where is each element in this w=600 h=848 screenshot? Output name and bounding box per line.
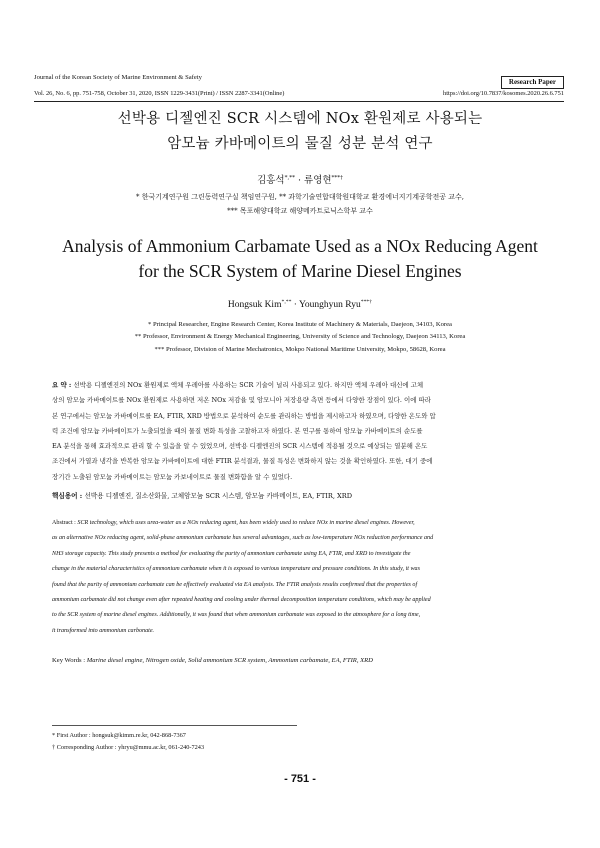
english-author-2-marks: ***†: [360, 298, 373, 305]
journal-name: Journal of the Korean Society of Marine Environment & Safety: [34, 74, 202, 81]
english-abstract-line: NH3 storage capacity. This study presents a method for evaluating the purity of ammonium carbamate using EA, FTIR, and XRD to investigate the: [52, 550, 411, 557]
english-title-line-1: [0, 236, 600, 257]
korean-title-line-1: 선박용 디젤엔진 SCR 시스템에 NOx 환원제로 사용되는: [117, 111, 483, 127]
korean-affiliation-1: * 한국기계연구원 그린동력연구실 책임연구원, ** 과학기술연합대학원대학교 환경에너지기계공학전공 교수,: [135, 193, 465, 201]
english-keywords-label: Key Words :: [52, 657, 87, 664]
english-abstract-line: change in the material characteristics of ammonium carbamate when it is exposed to various temperature and pressure conditions. In this study, it was: [52, 566, 420, 573]
korean-author-1: 김홍석: [257, 175, 285, 186]
english-author-1: Hongsuk Kim: [227, 300, 282, 310]
english-abstract-line: [52, 516, 552, 531]
article-type-badge: Research Paper: [501, 76, 564, 89]
korean-keywords-text: 선박용 디젤엔진, 질소산화물, 고체암모늄 SCR 시스템, 암모늄 카바메이트, EA, FTIR, XRD: [84, 492, 352, 500]
korean-abstract-line: 력 조건에 암모늄 카바메이트가 노출되었을 때의 물질 변화 특성을 고찰하고자 하였다. 본 연구를 통하여 암모늄 카바메이트의 순도를: [52, 426, 423, 435]
doi-link[interactable]: https://doi.org/10.7837/kosomes.2020.26.6.751: [443, 90, 564, 97]
korean-abstract-line: 상의 암모늄 카바메이트를 NOx 환원제로 사용하면 저온 NOx 저감율 및 암모니아 저장용량 측면 등에서 다양한 장점이 있다. 이에 따라: [52, 396, 431, 405]
english-abstract-line: as an alternative NOx reducing agent, solid-phase ammonium carbamate has several advantages, such as low-temperature NOx reduction performance and: [52, 535, 434, 542]
korean-keywords: [52, 490, 552, 500]
english-abstract-text: SCR technology, which uses urea-water as a NOx reducing agent, has been widely used to reduce NOx in marine diesel engines. However,: [77, 520, 415, 526]
korean-abstract-line: EA 분석을 통해 효과적으로 관리 할 수 있음을 알 수 있었으며, 선박용 디젤엔진의 SCR 시스템에 적용될 것으로 예상되는 열분해 온도: [52, 442, 428, 451]
korean-abstract-line: 조건에서 가열과 냉각을 반복한 암모늄 카바메이트에 대한 FTIR 분석결과, 물질 특성은 변화하지 않는 것을 확인하였다. 또한, 대기 중에: [52, 457, 433, 466]
english-title-text: Analysis of Ammonium Carbamate Used as a NOx Reducing Agent: [62, 236, 538, 256]
korean-affiliation-2: *** 목포해양대학교 해양메카트로닉스학부 교수: [227, 207, 373, 215]
corresponding-author-footnote: † Corresponding Author : yhryu@mmu.ac.kr, 061-240-7243: [52, 744, 205, 751]
korean-keywords-label: 핵심용어 :: [52, 492, 85, 500]
korean-abstract-text: 선박용 디젤엔진의 NOx 환원제로 액체 우레아를 사용하는 SCR 기술이 널리 사용되고 있다. 하지만 액체 우레아 대신에 고체: [73, 381, 424, 389]
english-author-separator: ·: [291, 300, 299, 310]
english-affiliation-1: * Principal Researcher, Engine Research Center, Korea Institute of Machinery & Materials, Daejeon, 34103, Korea: [148, 321, 452, 328]
korean-abstract: [52, 378, 552, 485]
volume-issn-line: Vol. 26, No. 6, pp. 751-758, October 31, 2020, ISSN 1229-3431(Print) / ISSN 2287-3341(Online): [34, 90, 285, 97]
korean-abstract-line: 장기간 노출된 암모늄 카바메이트는 암모늄 카보네이트로 물질 변화함을 알 수 있었다.: [52, 472, 293, 481]
korean-abstract-line: [52, 378, 552, 393]
english-abstract-line: it transformed into ammonium carbonate.: [52, 627, 155, 634]
page-number: - 751 -: [284, 773, 316, 785]
korean-author-2: 류영현: [304, 175, 332, 186]
english-abstract-line: to the SCR system of marine diesel engines. Additionally, it was found that when ammonium carbamate was exposed to the atmosphere for a long time,: [52, 612, 421, 619]
korean-title-line-2: 암모늄 카바메이트의 물질 성분 분석 연구: [167, 136, 433, 152]
english-author-2: Younghyun Ryu: [298, 300, 361, 310]
english-abstract-line: ammonium carbamate did not change even after repeated heating and cooling under thermal decomposition temperature conditions, which may be applied: [52, 597, 431, 604]
korean-author-separator: ·: [294, 175, 305, 186]
english-authors: [0, 300, 600, 310]
korean-abstract-label: 요 약 :: [52, 381, 74, 389]
english-abstract-line: found that the purity of ammonium carbamate can be effectively evaluated via EA analysis. The FTIR analysis results confirmed that the properties of: [52, 581, 418, 588]
english-affiliation-2: ** Professor, Environment & Energy Mechanical Engineering, University of Science and Technology, Daejeon 34113, Korea: [134, 333, 466, 340]
english-abstract: [52, 516, 552, 639]
english-keywords-text: Marine diesel engine, Nitrogen oxide, Solid ammonium SCR system, Ammonium carbamate, EA, FTIR, XRD: [86, 657, 373, 664]
english-abstract-label: Abstract :: [52, 520, 78, 526]
english-author-1-marks: *,**: [281, 298, 292, 305]
korean-author-1-marks: *,**: [284, 174, 295, 181]
english-keywords: [52, 657, 552, 664]
korean-author-2-marks: ***†: [331, 174, 343, 181]
first-author-footnote: * First Author : hongsuk@kimm.re.kr, 042-868-7367: [52, 732, 186, 739]
footnote-rule: [52, 725, 297, 726]
korean-abstract-line: 본 연구에서는 암모늄 카바메이트를 EA, FTIR, XRD 방법으로 분석하여 순도를 관리하는 방법을 제시하고자 하였으며, 다양한 온도와 압: [52, 411, 436, 420]
english-title-line-2: for the SCR System of Marine Diesel Engines: [138, 261, 462, 281]
english-affiliation-3: *** Professor, Division of Marine Mechatronics, Mokpo National Maritime University, Mokpo, 58628, Korea: [154, 346, 446, 353]
header-rule: [34, 101, 564, 102]
korean-authors: [0, 172, 600, 186]
